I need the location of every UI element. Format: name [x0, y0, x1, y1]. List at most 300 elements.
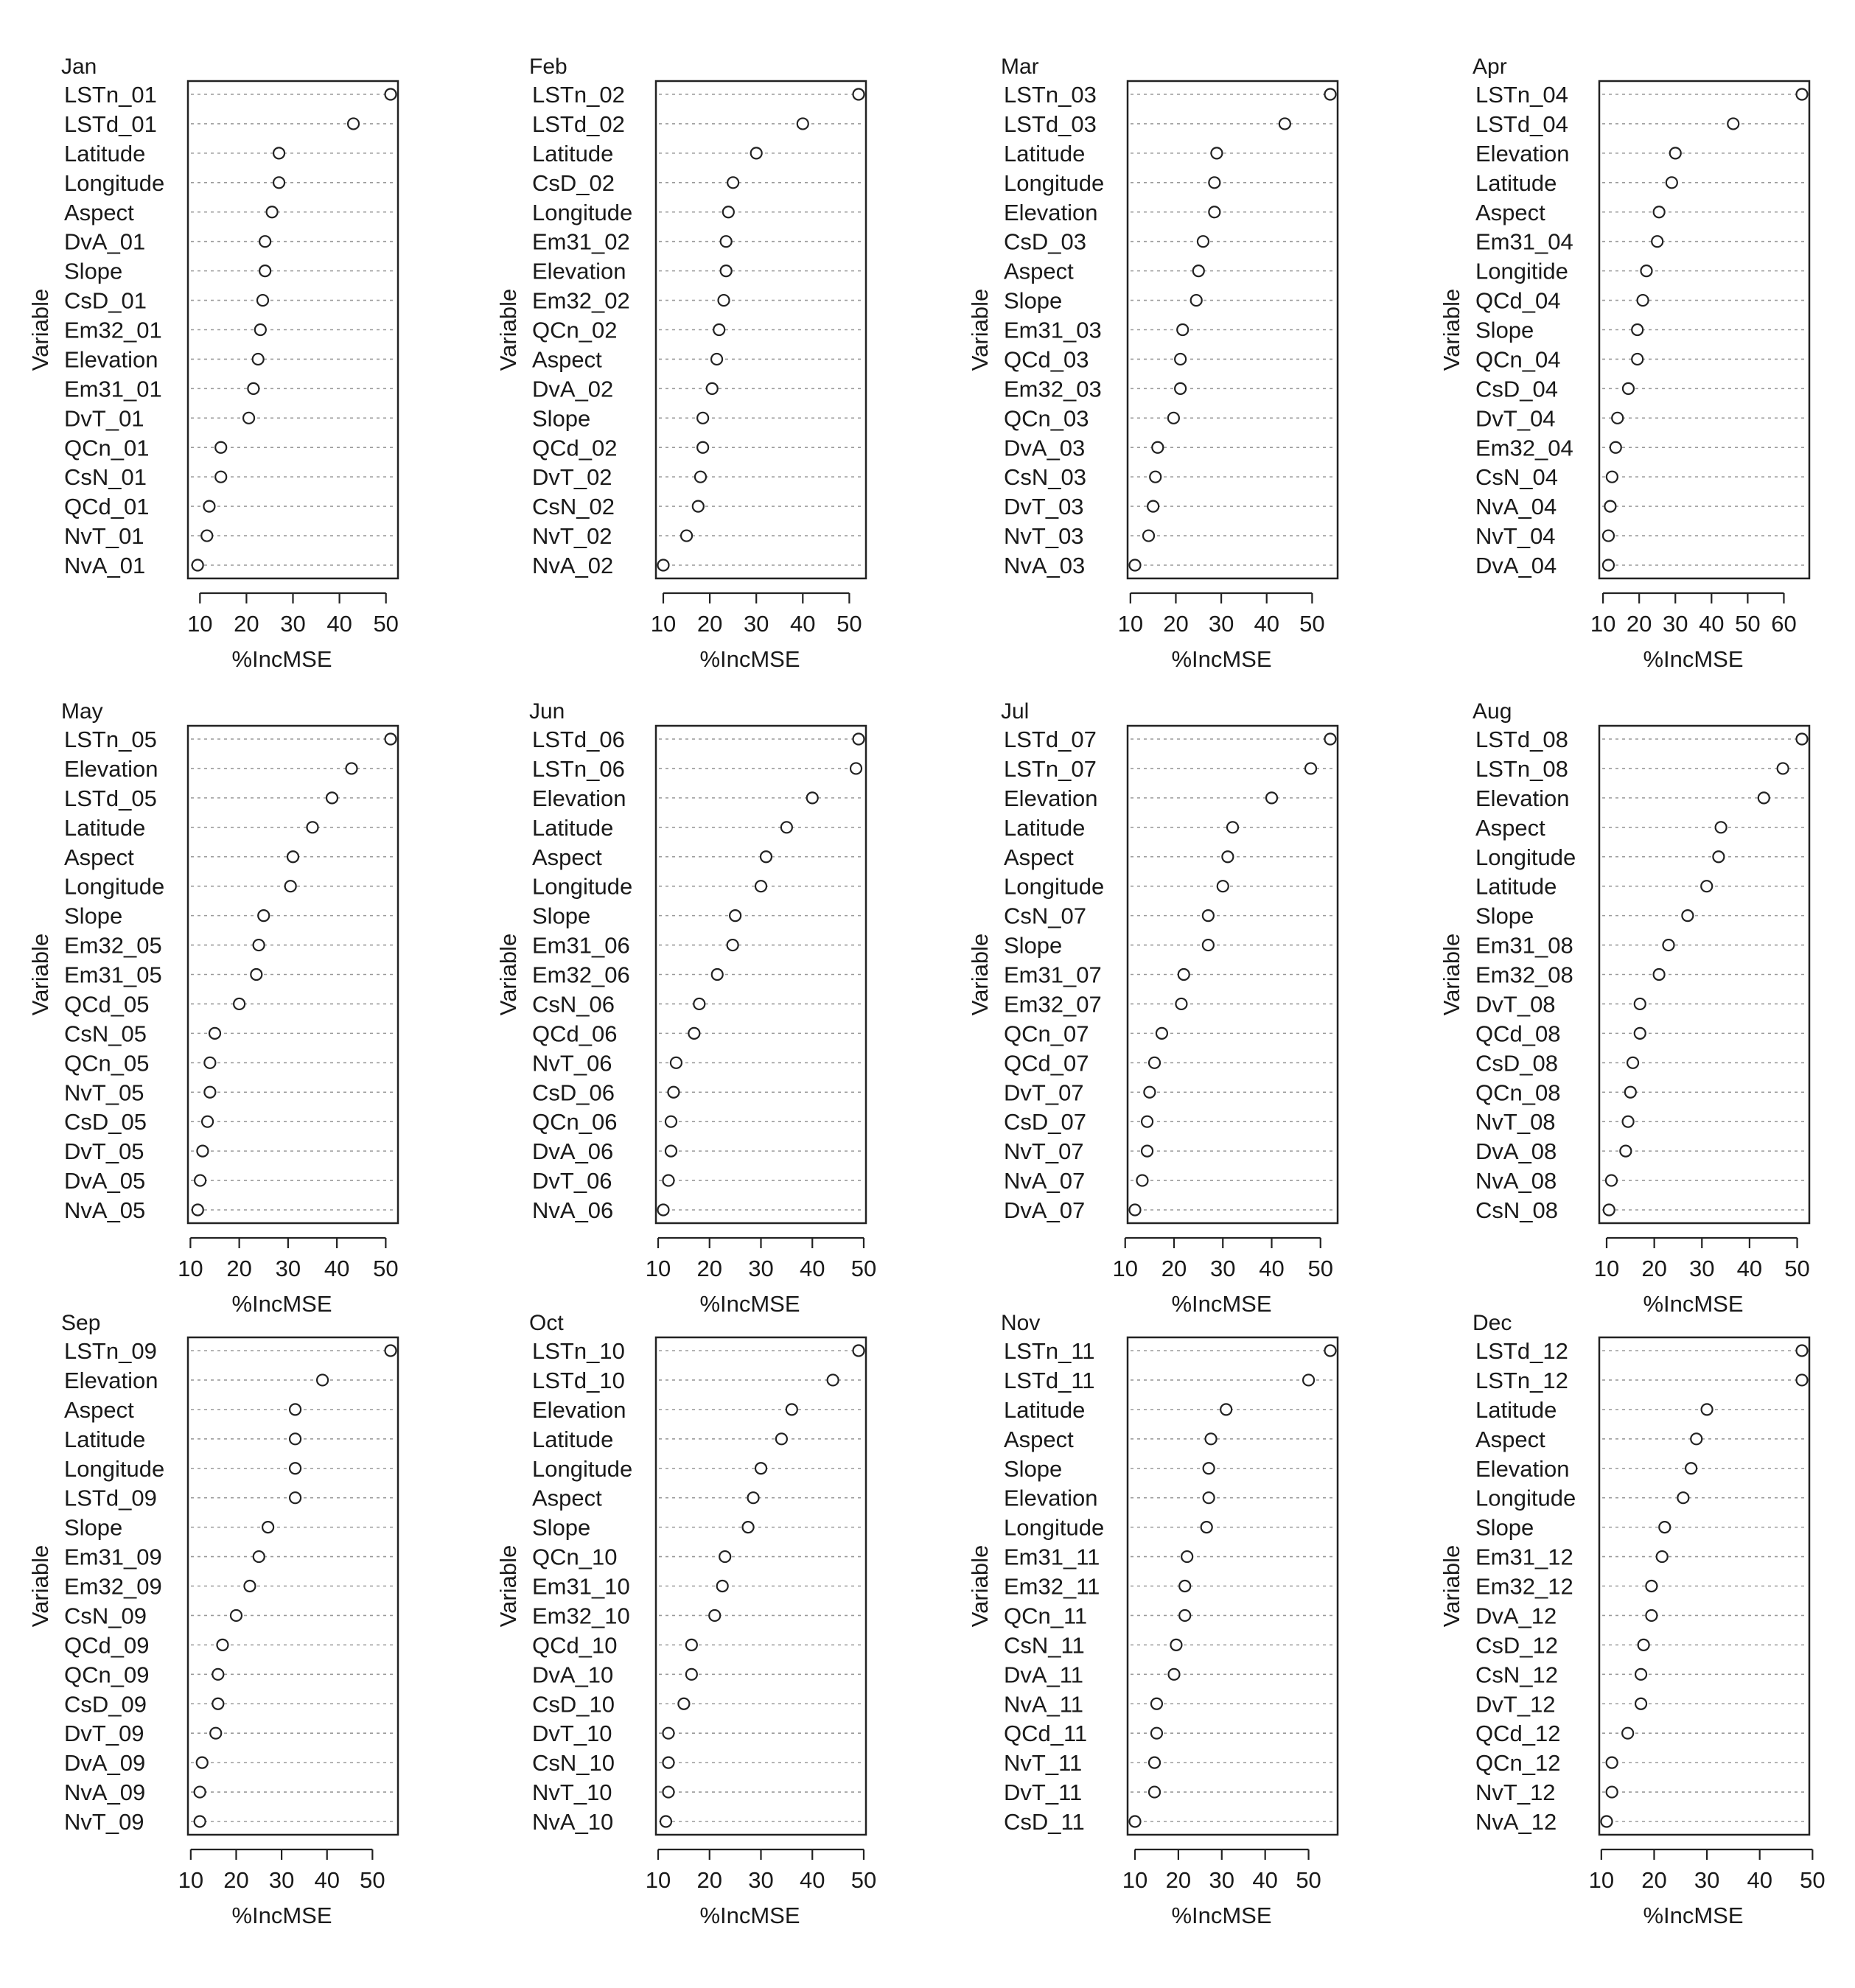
variable-label: Elevation [532, 1396, 626, 1423]
variable-label: Longitude [532, 199, 633, 225]
importance-point [1266, 792, 1277, 803]
x-axis-title: %IncMSE [1643, 646, 1744, 672]
importance-point [1758, 792, 1770, 803]
x-tick-label: 40 [1699, 611, 1725, 637]
x-tick-label: 50 [1735, 611, 1761, 637]
importance-point [1175, 354, 1186, 365]
importance-point [743, 1522, 754, 1533]
x-tick-label: 40 [799, 1256, 825, 1281]
importance-point [1654, 969, 1665, 980]
importance-point [1193, 265, 1204, 276]
variable-label: LSTd_02 [532, 111, 625, 137]
variable-label: CsN_10 [532, 1750, 615, 1777]
importance-point [1325, 1345, 1336, 1357]
importance-point [828, 1374, 839, 1385]
x-tick-label: 40 [1747, 1867, 1772, 1893]
variable-label: CsD_09 [64, 1691, 147, 1718]
importance-point [1156, 1028, 1167, 1039]
importance-point [1142, 1146, 1153, 1157]
importance-point [1677, 1492, 1688, 1503]
variable-label: Slope [532, 405, 591, 432]
importance-point [1632, 354, 1643, 365]
variable-label: Aspect [1475, 1426, 1545, 1452]
importance-point [658, 1205, 669, 1216]
importance-point [254, 939, 265, 951]
variable-label: Longitude [64, 873, 165, 900]
variable-label: CsN_08 [1475, 1197, 1558, 1223]
variable-label: LSTd_10 [532, 1367, 625, 1393]
panel-nov [967, 1311, 1338, 1928]
variable-label: LSTd_03 [1004, 111, 1097, 137]
importance-point [1606, 1175, 1617, 1186]
variable-label: QCn_12 [1475, 1750, 1561, 1777]
panel-mar [967, 55, 1338, 672]
variable-label: NvT_10 [532, 1779, 612, 1806]
importance-point [694, 998, 705, 1009]
variable-label: Aspect [64, 199, 134, 225]
y-axis-title: Variable [27, 933, 53, 1016]
importance-point [709, 1610, 720, 1621]
variable-label: NvT_04 [1475, 523, 1556, 550]
importance-point [1151, 1698, 1162, 1709]
variable-label: Em31_06 [532, 932, 630, 959]
importance-point [273, 177, 284, 188]
importance-point [1325, 734, 1336, 745]
variable-label: Em32_02 [532, 287, 630, 314]
importance-point [258, 910, 269, 921]
variable-label: Latitude [1004, 1396, 1086, 1423]
panel-title: Sep [61, 1311, 101, 1335]
importance-point [1147, 501, 1159, 512]
variable-label: DvT_04 [1475, 405, 1556, 432]
importance-point [192, 560, 203, 571]
x-tick-label: 40 [1252, 1867, 1278, 1893]
importance-point [255, 324, 266, 335]
variable-label: LSTn_03 [1004, 82, 1097, 108]
importance-point [202, 1116, 213, 1127]
x-tick-label: 30 [1689, 1256, 1715, 1281]
variable-label: Elevation [1004, 1485, 1098, 1511]
variable-label: Em32_05 [64, 932, 162, 959]
y-axis-title: Variable [1439, 1544, 1464, 1628]
variable-label: QCd_11 [1004, 1721, 1088, 1747]
x-tick-label: 20 [1626, 611, 1652, 637]
importance-point [1612, 413, 1623, 424]
variable-label: NvA_09 [64, 1779, 146, 1806]
importance-point [262, 1522, 273, 1533]
variable-label: LSTd_12 [1475, 1338, 1568, 1364]
variable-label: QCn_01 [64, 435, 150, 461]
importance-point [259, 236, 270, 247]
variable-label: QCd_03 [1004, 346, 1089, 373]
variable-label: NvT_01 [64, 523, 144, 550]
importance-point [686, 1669, 697, 1680]
x-axis-title: %IncMSE [1643, 1903, 1744, 1928]
importance-point [1218, 881, 1229, 892]
variable-label: Slope [64, 1514, 123, 1541]
variable-label: Em32_01 [64, 317, 162, 343]
importance-point [1144, 1087, 1155, 1098]
variable-label: LSTd_06 [532, 727, 625, 752]
panel-aug [1439, 699, 1810, 1317]
x-tick-label: 60 [1771, 611, 1797, 637]
importance-point [1198, 236, 1209, 247]
variable-label: Longitude [1475, 844, 1576, 870]
variable-label: LSTn_07 [1004, 755, 1097, 782]
variable-label: QCd_12 [1475, 1721, 1561, 1747]
importance-point [755, 881, 766, 892]
variable-label: DvT_05 [64, 1138, 144, 1165]
variable-label: LSTd_07 [1004, 727, 1097, 752]
panel-title: Aug [1473, 699, 1512, 724]
panel-title: May [61, 699, 103, 724]
importance-point [666, 1146, 677, 1157]
variable-label: Slope [1475, 1514, 1534, 1541]
variable-label: Aspect [532, 1485, 602, 1511]
importance-point [201, 531, 212, 542]
importance-point [1209, 177, 1220, 188]
variable-label: Em31_12 [1475, 1544, 1573, 1570]
x-tick-label: 10 [645, 1867, 671, 1893]
importance-point [1130, 1205, 1141, 1216]
variable-label: QCn_03 [1004, 405, 1089, 432]
importance-point [1204, 1492, 1215, 1503]
importance-point [197, 1757, 208, 1768]
variable-label: Aspect [64, 844, 134, 870]
importance-point [1641, 265, 1652, 276]
x-axis-title: %IncMSE [231, 1291, 332, 1317]
variable-label: Em32_11 [1004, 1573, 1100, 1600]
x-tick-label: 20 [234, 611, 259, 637]
variable-label: LSTn_08 [1475, 755, 1568, 782]
variable-label: CsD_02 [532, 169, 615, 196]
variable-label: DvA_05 [64, 1168, 146, 1194]
x-tick-label: 30 [268, 1867, 295, 1893]
variable-label: Em32_04 [1475, 435, 1573, 461]
x-tick-label: 40 [799, 1867, 825, 1893]
importance-point [712, 969, 723, 980]
importance-point [1691, 1433, 1702, 1444]
importance-point [697, 413, 708, 424]
x-tick-label: 30 [1662, 611, 1688, 637]
importance-point [203, 501, 214, 512]
x-axis-title: %IncMSE [699, 1903, 800, 1928]
variable-label: DvA_11 [1004, 1662, 1083, 1688]
importance-point [671, 1057, 682, 1068]
x-axis-title: %IncMSE [699, 646, 800, 672]
x-tick-label: 40 [326, 611, 352, 637]
importance-point [1635, 1669, 1646, 1680]
importance-point [215, 442, 226, 453]
importance-point [1797, 89, 1808, 100]
x-tick-label: 10 [645, 1256, 671, 1281]
importance-point [853, 734, 864, 745]
variable-label: LSTn_04 [1475, 82, 1568, 108]
importance-point [1797, 734, 1808, 745]
panel-title: Apr [1473, 55, 1507, 79]
importance-point [1797, 1374, 1808, 1385]
importance-point [1627, 1057, 1638, 1068]
importance-point [1603, 531, 1614, 542]
variable-label: CsD_03 [1004, 228, 1086, 255]
x-tick-label: 50 [836, 611, 862, 637]
importance-point [1702, 1404, 1713, 1415]
importance-point [1604, 1205, 1615, 1216]
importance-point [1654, 206, 1665, 217]
importance-point [348, 118, 359, 129]
variable-label: DvA_01 [64, 228, 146, 255]
variable-label: DvA_12 [1475, 1603, 1557, 1629]
importance-point [713, 324, 724, 335]
importance-point [195, 1787, 206, 1798]
variable-label: Aspect [1475, 814, 1545, 841]
variable-label: Em32_12 [1475, 1573, 1573, 1600]
variable-label: NvA_02 [532, 553, 614, 578]
importance-point [385, 734, 396, 745]
importance-point [850, 763, 862, 774]
importance-point [1177, 324, 1188, 335]
variable-label: QCd_01 [64, 494, 150, 520]
variable-label: Aspect [1004, 258, 1074, 284]
importance-point [273, 147, 284, 158]
importance-point [1601, 1816, 1613, 1827]
variable-label: Latitude [1004, 814, 1086, 841]
importance-point [210, 1728, 221, 1739]
importance-point [253, 354, 264, 365]
panel-title: Mar [1001, 55, 1039, 79]
variable-label: Em31_03 [1004, 317, 1102, 343]
variable-label: QCn_09 [64, 1662, 150, 1688]
importance-point [1685, 1463, 1697, 1474]
importance-point [254, 1551, 265, 1562]
variable-label: QCn_07 [1004, 1021, 1089, 1047]
variable-label: NvT_02 [532, 523, 612, 550]
variable-label: CsN_04 [1475, 464, 1558, 491]
importance-point [1136, 1175, 1147, 1186]
importance-point [192, 1205, 203, 1216]
importance-point [853, 1345, 864, 1357]
variable-label: Em31_10 [532, 1573, 630, 1600]
importance-point [666, 1116, 677, 1127]
variable-label: Slope [64, 258, 123, 284]
x-tick-label: 50 [1784, 1256, 1810, 1281]
importance-point [326, 792, 338, 803]
variable-label: CsN_01 [64, 464, 147, 491]
x-tick-label: 10 [178, 1256, 203, 1281]
importance-point [688, 1028, 699, 1039]
variable-label: Latitude [532, 140, 614, 167]
variable-label: Latitude [1475, 169, 1557, 196]
variable-label: DvA_02 [532, 376, 614, 402]
variable-label: LSTd_11 [1004, 1367, 1095, 1393]
importance-point [1149, 1757, 1160, 1768]
variable-label: Slope [1004, 287, 1063, 314]
x-axis-title: %IncMSE [1643, 1291, 1744, 1317]
variable-label: Aspect [532, 346, 602, 373]
importance-point [215, 472, 226, 483]
importance-point [668, 1087, 679, 1098]
variable-label: DvA_07 [1004, 1197, 1086, 1223]
variable-label: Longitude [532, 1455, 633, 1482]
panel-dec [1439, 1311, 1826, 1928]
variable-label: QCd_04 [1475, 287, 1561, 314]
importance-point [717, 1581, 728, 1592]
variable-label: Slope [1004, 932, 1063, 959]
x-tick-label: 30 [743, 611, 769, 637]
variable-label: LSTn_02 [532, 82, 625, 108]
importance-point [1178, 969, 1189, 980]
importance-point [197, 1146, 208, 1157]
variable-label: NvA_06 [532, 1197, 614, 1223]
panel-feb [495, 55, 866, 672]
importance-point [727, 939, 738, 951]
variable-label: CsD_12 [1475, 1632, 1558, 1659]
importance-point [1652, 236, 1663, 247]
x-tick-label: 20 [696, 1867, 723, 1893]
importance-point [853, 89, 864, 100]
importance-point [1713, 851, 1724, 862]
importance-point [1620, 1146, 1631, 1157]
variable-label: Slope [532, 903, 591, 929]
variable-label: QCn_02 [532, 317, 618, 343]
x-tick-label: 40 [314, 1867, 340, 1893]
x-axis-title: %IncMSE [1171, 1291, 1272, 1317]
variable-label: Em31_09 [64, 1544, 162, 1570]
importance-point [1181, 1551, 1192, 1562]
variable-label: Em32_08 [1475, 962, 1573, 988]
panel-may [27, 699, 399, 1317]
variable-label: CsN_07 [1004, 903, 1086, 929]
x-tick-label: 30 [1694, 1867, 1720, 1893]
x-tick-label: 20 [1641, 1256, 1667, 1281]
panel-sep [27, 1311, 398, 1928]
variable-label: Em32_09 [64, 1573, 162, 1600]
variable-label: Longitide [1475, 258, 1568, 284]
importance-point [290, 1433, 301, 1444]
variable-label: LSTd_08 [1475, 727, 1568, 752]
variable-label: NvA_12 [1475, 1809, 1557, 1835]
importance-point [1670, 147, 1681, 158]
importance-point [1607, 472, 1618, 483]
variable-label: NvT_07 [1004, 1138, 1084, 1165]
variable-label: LSTn_11 [1004, 1338, 1095, 1364]
importance-point [195, 1816, 206, 1827]
variable-label: QCd_10 [532, 1632, 618, 1659]
variable-label: NvT_11 [1004, 1750, 1083, 1777]
importance-point [695, 472, 706, 483]
variable-label: DvT_07 [1004, 1079, 1084, 1106]
variable-label: LSTn_05 [64, 727, 157, 752]
variable-label: Slope [532, 1514, 591, 1541]
variable-label: QCd_07 [1004, 1050, 1089, 1077]
importance-point [1623, 1116, 1634, 1127]
variable-label: QCn_10 [532, 1544, 618, 1570]
importance-point [1279, 118, 1290, 129]
importance-point [723, 206, 734, 217]
variable-label: Latitude [64, 140, 146, 167]
panel-title: Jul [1001, 699, 1030, 724]
variable-label: DvT_08 [1475, 991, 1556, 1018]
variable-label: Slope [1004, 1455, 1063, 1482]
x-axis-title: %IncMSE [1171, 1903, 1272, 1928]
y-axis-title: Variable [27, 1544, 53, 1628]
importance-point [1168, 413, 1179, 424]
x-tick-label: 10 [1122, 1867, 1148, 1893]
y-axis-title: Variable [495, 1544, 521, 1628]
variable-label: DvT_06 [532, 1168, 612, 1194]
y-axis-title: Variable [495, 288, 521, 371]
variable-label: Aspect [532, 844, 602, 870]
variable-label: Slope [64, 903, 123, 929]
variable-label: Em31_05 [64, 962, 162, 988]
importance-point [1797, 1345, 1808, 1357]
x-tick-label: 40 [324, 1256, 350, 1281]
y-axis-title: Variable [495, 933, 521, 1016]
importance-point [244, 1581, 255, 1592]
variable-label: DvA_10 [532, 1662, 614, 1688]
importance-point [251, 969, 262, 980]
variable-label: Em32_07 [1004, 991, 1102, 1018]
importance-point [1657, 1551, 1668, 1562]
importance-point [259, 265, 270, 276]
variable-label: NvT_03 [1004, 523, 1084, 550]
variable-label: CsN_12 [1475, 1662, 1558, 1688]
importance-point [727, 177, 738, 188]
x-tick-label: 10 [1117, 611, 1144, 637]
variable-label: Aspect [1004, 1426, 1074, 1452]
importance-point [721, 265, 732, 276]
importance-point [1227, 822, 1238, 833]
importance-point [307, 822, 318, 833]
y-axis-title: Variable [1439, 933, 1464, 1016]
importance-point [1604, 501, 1615, 512]
importance-point [807, 792, 818, 803]
importance-point [267, 206, 278, 217]
x-tick-label: 20 [696, 1256, 723, 1281]
variable-label: DvA_09 [64, 1750, 146, 1777]
importance-point [287, 851, 298, 862]
importance-point [1632, 324, 1643, 335]
variable-label: NvA_11 [1004, 1691, 1083, 1718]
variable-label: NvA_08 [1475, 1168, 1557, 1194]
importance-point [1666, 177, 1677, 188]
variable-label: CsD_11 [1004, 1809, 1085, 1835]
x-tick-label: 30 [748, 1867, 774, 1893]
importance-point [1130, 1816, 1141, 1827]
importance-point [1603, 560, 1614, 571]
y-axis-title: Variable [1439, 288, 1464, 371]
x-axis-title: %IncMSE [699, 1291, 800, 1317]
importance-point [1201, 1522, 1212, 1533]
variable-label: Longitude [1475, 1485, 1576, 1511]
variable-label: QCd_02 [532, 435, 618, 461]
importance-point [217, 1639, 228, 1651]
variable-label: DvA_04 [1475, 553, 1557, 578]
variable-label: DvA_08 [1475, 1138, 1557, 1165]
variable-label: NvA_07 [1004, 1168, 1086, 1194]
x-tick-label: 40 [1254, 611, 1279, 637]
variable-label: Longitude [1004, 873, 1105, 900]
variable-label: Slope [1475, 903, 1534, 929]
variable-label: Longitude [64, 1455, 165, 1482]
variable-label: Latitude [1475, 1396, 1557, 1423]
x-tick-label: 50 [1307, 1256, 1333, 1281]
variable-label: LSTd_09 [64, 1485, 157, 1511]
importance-point [204, 1057, 215, 1068]
importance-point [681, 531, 692, 542]
importance-point [1169, 1669, 1180, 1680]
importance-point [1130, 560, 1141, 571]
